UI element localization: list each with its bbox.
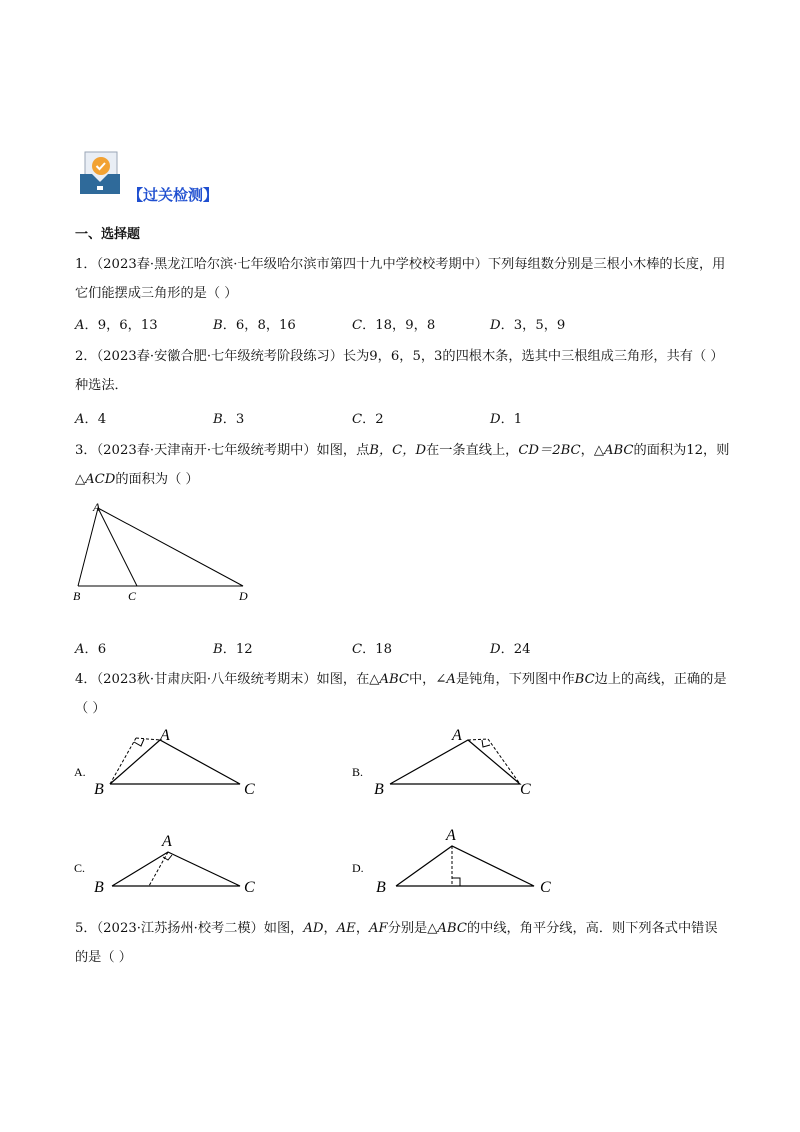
question-5: 5．（2023·江苏扬州·校考二模）如图，AD，AE，AF分别是△ABC的中线，角平分线，高．则下列各式中错误的是（ ） <box>75 921 718 965</box>
option-label: D. <box>352 861 364 875</box>
option-c: C．18 <box>352 642 393 657</box>
question-4-figure-a <box>70 724 290 804</box>
option-c: C．2 <box>352 412 384 427</box>
option-a: A．4 <box>75 412 107 427</box>
label-a: A <box>162 833 172 850</box>
question-3-options <box>75 638 730 658</box>
option-d: D．24 <box>490 642 531 657</box>
label-c: C <box>540 879 551 896</box>
option-label: B. <box>352 765 364 779</box>
question-4-figure-c <box>70 822 290 902</box>
option-d: D．1 <box>490 412 523 427</box>
label-a: A <box>452 727 462 744</box>
section-header-title: 【过关检测】 <box>128 186 219 204</box>
option-c: C．18，9，8 <box>352 318 436 333</box>
question-1: 1．（2023春·黑龙江哈尔滨·七年级哈尔滨市第四十九中学校校考期中）下列每组数分别是三根小木棒的长度，用它们能摆成三角形的是（ ） <box>75 257 726 301</box>
question-3: 3．（2023春·天津南开·七年级统考期中）如图，点B，C，D在一条直线上，CD＝2BC，△ABC的面积为12，则△ACD的面积为（ ） <box>75 443 730 487</box>
option-b: B．6，8，16 <box>213 318 296 333</box>
question-2-options <box>75 408 730 428</box>
option-d: D．3，5，9 <box>490 318 566 333</box>
label-c: C <box>128 589 137 603</box>
label-c: C <box>244 781 255 798</box>
label-c: C <box>520 781 531 798</box>
question-2: 2．（2023春·安徽合肥·七年级统考阶段练习）长为9，6，5，3的四根木条，选其中三根组成三角形，共有（ ）种选法． <box>75 349 724 393</box>
label-b: B <box>376 879 386 896</box>
option-a: A．6 <box>75 642 107 657</box>
option-label: C. <box>74 861 86 875</box>
label-c: C <box>244 879 255 896</box>
section-title: 一、选择题 <box>75 227 141 242</box>
option-a: A．9，6，13 <box>75 318 158 333</box>
label-b: B <box>94 781 104 798</box>
option-label: A. <box>74 765 86 779</box>
certificate-check-icon <box>78 150 122 196</box>
question-1-options <box>75 314 730 334</box>
question-4: 4．（2023秋·甘肃庆阳·八年级统考期末）如图，在△ABC中，∠A是钝角，下列图中作BC边上的高线，正确的是（ ） <box>75 672 727 716</box>
question-4-figure-d <box>350 822 570 902</box>
option-b: B．12 <box>213 642 253 657</box>
label-b: B <box>374 781 384 798</box>
label-a: A <box>446 827 456 844</box>
label-b: B <box>73 589 81 603</box>
label-a: A <box>93 500 101 514</box>
question-4-figure-b <box>350 724 570 804</box>
label-b: B <box>94 879 104 896</box>
label-a: A <box>160 727 170 744</box>
label-d: D <box>239 589 248 603</box>
question-3-figure <box>68 498 268 608</box>
option-b: B．3 <box>213 412 245 427</box>
